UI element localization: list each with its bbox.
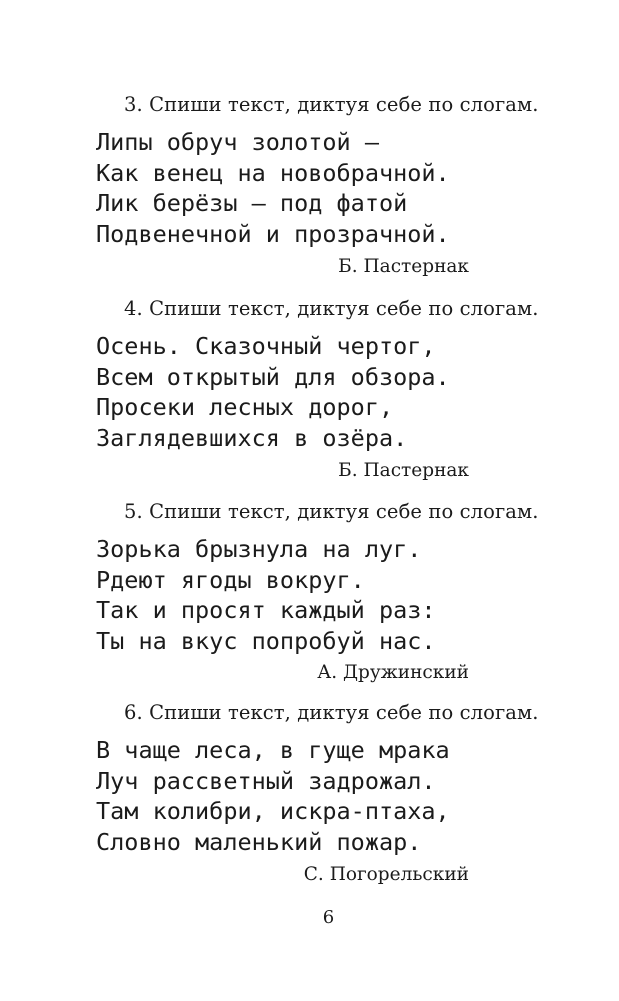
poem-text bbox=[96, 127, 450, 249]
poem-author: Б. Пастернак bbox=[338, 256, 469, 277]
exercise-instruction: 6. Спиши текст, диктуя себе по слогам. bbox=[124, 701, 539, 724]
exercise-instruction: 4. Спиши текст, диктуя себе по слогам. bbox=[124, 297, 539, 320]
poem-line: Рдеют ягоды вокруг. bbox=[96, 565, 365, 594]
exercise-instruction: 3. Спиши текст, диктуя себе по слогам. bbox=[124, 93, 539, 116]
poem-author: Б. Пастернак bbox=[338, 460, 469, 481]
page-number: 6 bbox=[322, 907, 335, 928]
poem-line: В чаще леса, в гуще мрака bbox=[96, 736, 450, 764]
poem-line: Словно маленький пожар. bbox=[96, 827, 422, 856]
poem-text bbox=[96, 534, 436, 656]
poem-line: Как венец на новобрачной. bbox=[96, 158, 450, 187]
poem-text bbox=[96, 735, 450, 857]
poem-text bbox=[96, 331, 450, 453]
poem-author: А. Дружинский bbox=[317, 662, 469, 683]
poem-line: Всем открытый для обзора. bbox=[96, 362, 450, 391]
exercise-instruction: 5. Спиши текст, диктуя себе по слогам. bbox=[124, 500, 539, 523]
poem-line: Подвенечной и прозрачной. bbox=[96, 219, 450, 248]
poem-line: Липы обруч золотой – bbox=[96, 128, 379, 156]
poem-line: Заглядевшихся в озёра. bbox=[96, 423, 408, 452]
poem-line: Там колибри, искра-птаха, bbox=[96, 797, 450, 825]
poem-line: Осень. Сказочный чертог, bbox=[96, 332, 436, 360]
poem-line: Так и просят каждый раз: bbox=[96, 596, 436, 624]
poem-line: Ты на вкус попробуй нас. bbox=[96, 626, 436, 655]
poem-line: Луч рассветный задрожал. bbox=[96, 766, 436, 795]
poem-line: Зорька брызнула на луг. bbox=[96, 535, 422, 563]
poem-line: Просеки лесных дорог, bbox=[96, 393, 394, 421]
poem-line: Лик берёзы – под фатой bbox=[96, 189, 408, 217]
poem-author: С. Погорельский bbox=[303, 864, 469, 885]
